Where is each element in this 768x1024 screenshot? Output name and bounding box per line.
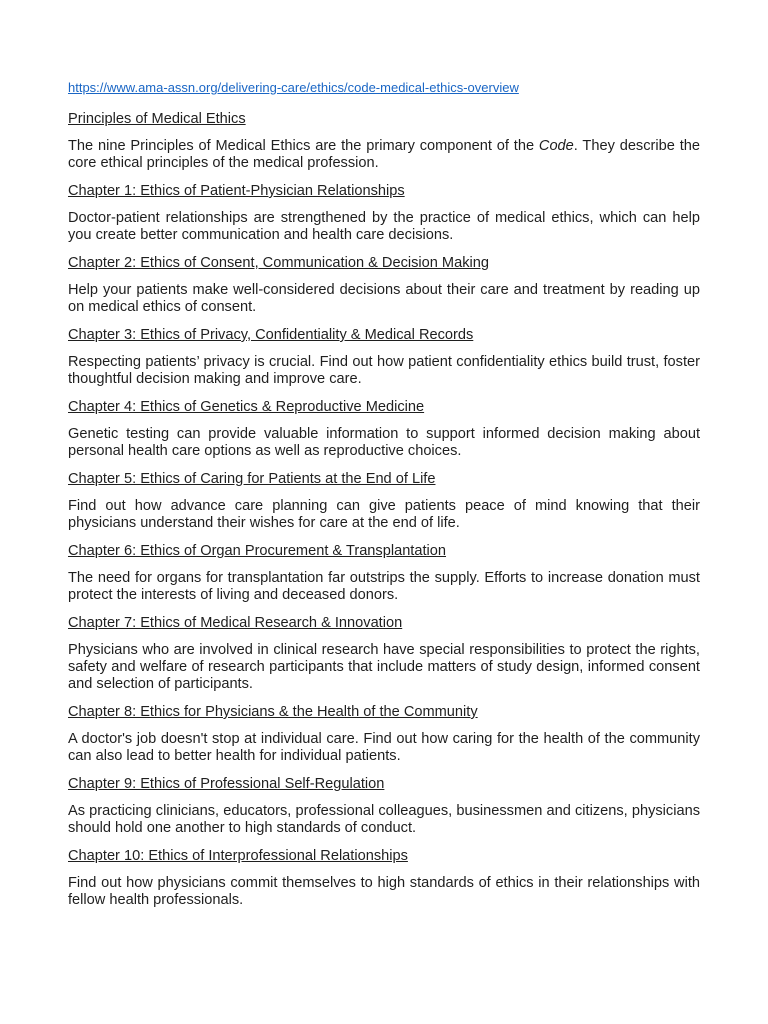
intro-text-before: The nine Principles of Medical Ethics are the primary component of the <box>68 138 539 154</box>
chapter-3-heading: Chapter 3: Ethics of Privacy, Confidentiality & Medical Records <box>68 327 474 343</box>
chapter-9-heading: Chapter 9: Ethics of Professional Self-Regulation <box>68 776 385 792</box>
chapter-9-text: As practicing clinicians, educators, professional colleagues, businessmen and citizens, physicians should hold one another to high standards of conduct. <box>68 803 700 836</box>
chapter-1-heading: Chapter 1: Ethics of Patient-Physician Relationships <box>68 183 405 199</box>
chapter-10-text: Find out how physicians commit themselves to high standards of ethics in their relationships with fellow health professionals. <box>68 875 700 908</box>
chapter-3-text: Respecting patients’ privacy is crucial. Find out how patient confidentiality ethics build trust, foster thoughtful decision making and improve care. <box>68 354 700 387</box>
chapter-1-text: Doctor-patient relationships are strengthened by the practice of medical ethics, which can help you create better communication and health care decisions. <box>68 210 700 243</box>
source-link[interactable]: https://www.ama-assn.org/delivering-care/ethics/code-medical-ethics-overview <box>68 80 519 95</box>
chapter-8-text: A doctor's job doesn't stop at individual care. Find out how caring for the health of the community can also lead to better health for individual patients. <box>68 731 700 764</box>
chapter-7-text: Physicians who are involved in clinical research have special responsibilities to protect the rights, safety and welfare of research participants that include matters of study design, informed consent and selection of participants. <box>68 642 700 692</box>
intro-heading: Principles of Medical Ethics <box>68 111 246 127</box>
chapter-2-heading: Chapter 2: Ethics of Consent, Communication & Decision Making <box>68 255 489 271</box>
chapter-7-heading: Chapter 7: Ethics of Medical Research & Innovation <box>68 615 403 631</box>
chapter-10-heading: Chapter 10: Ethics of Interprofessional Relationships <box>68 848 408 864</box>
intro-text-code: Code <box>538 138 574 154</box>
chapter-4-text: Genetic testing can provide valuable information to support informed decision making about personal health care options as well as reproductive choices. <box>68 426 700 459</box>
chapter-2-text: Help your patients make well-considered decisions about their care and treatment by reading up on medical ethics of consent. <box>68 282 700 315</box>
chapter-6-heading: Chapter 6: Ethics of Organ Procurement & Transplantation <box>68 543 447 559</box>
intro-text-after: . They describe the core ethical principles of the medical profession. <box>68 138 700 171</box>
intro-paragraph <box>68 138 700 172</box>
chapter-5-text: Find out how advance care planning can give patients peace of mind knowing that their physicians understand their wishes for care at the end of life. <box>68 498 700 531</box>
chapter-8-heading: Chapter 8: Ethics for Physicians & the Health of the Community <box>68 704 478 720</box>
chapter-4-heading: Chapter 4: Ethics of Genetics & Reproductive Medicine <box>68 399 425 415</box>
chapter-6-text: The need for organs for transplantation far outstrips the supply. Efforts to increase donation must protect the interests of living and deceased donors. <box>68 570 700 603</box>
chapter-5-heading: Chapter 5: Ethics of Caring for Patients at the End of Life <box>68 471 436 487</box>
